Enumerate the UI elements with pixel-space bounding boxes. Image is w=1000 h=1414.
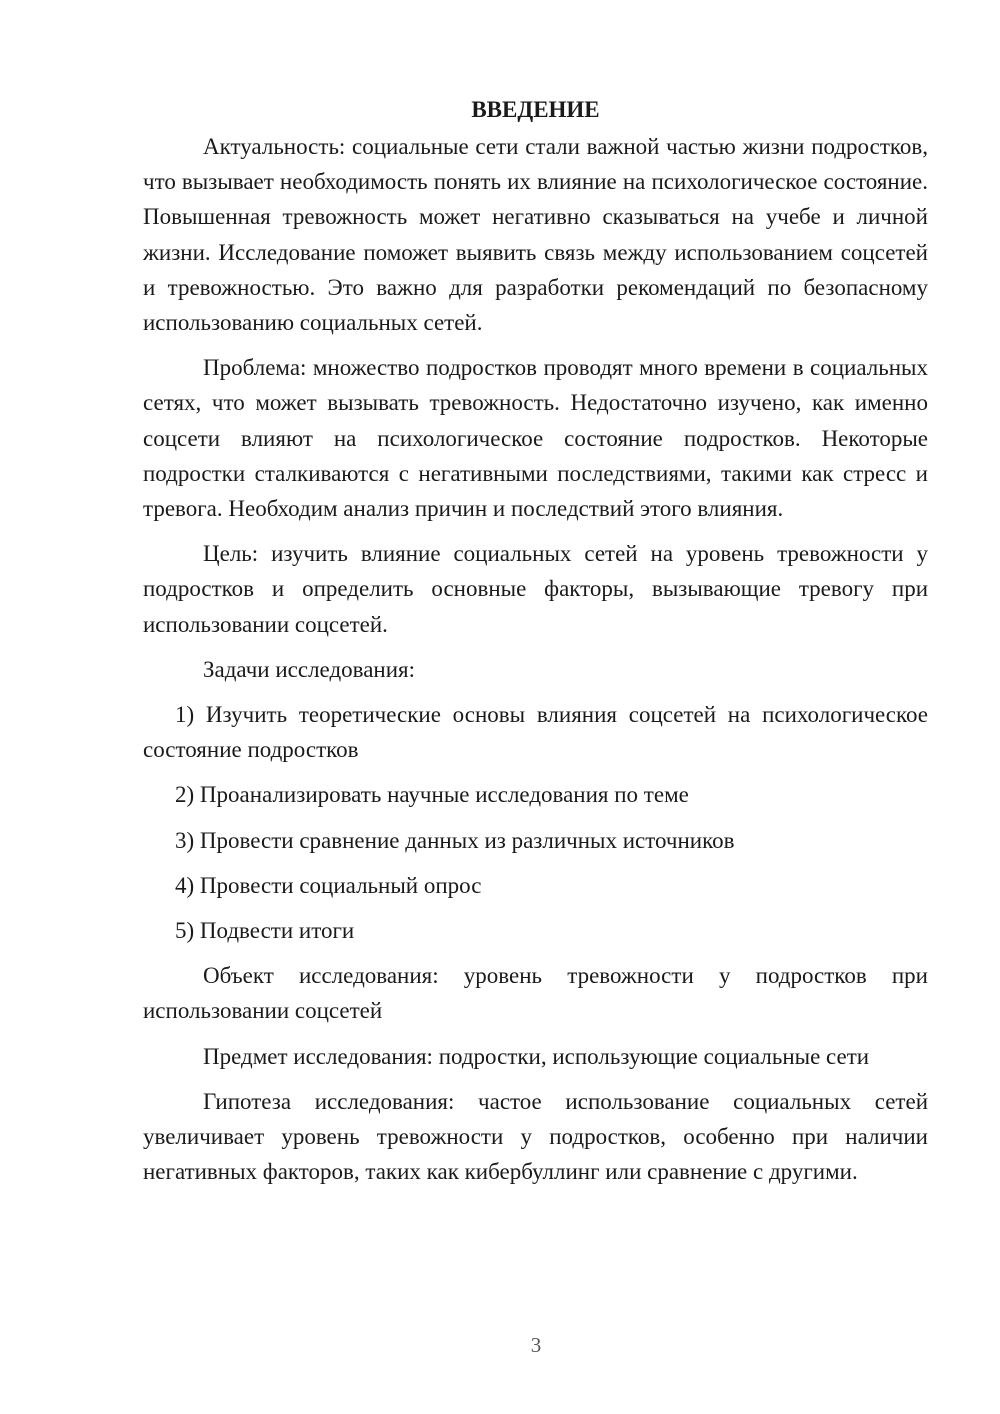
relevance-paragraph: Актуальность: социальные сети стали важной частью жизни подростков, что вызывает необходимость понять их влияние на психологическое состояние. Повышенная тревожность может негативно сказываться на учебе и личной жизни. Исследование поможет выявить связь между использованием соцсетей и тревожностью. Это важно для разработки рекомендаций по безопасному использованию социальных сетей. [143, 134, 928, 336]
task-item-1: 1) Изучить теоретические основы влияния соцсетей на психологическое состояние подростков [143, 702, 928, 763]
page-number: 3 [530, 1333, 542, 1357]
hypothesis-paragraph: Гипотеза исследования: частое использование социальных сетей увеличивает уровень тревожности у подростков, особенно при наличии негативных факторов, таких как кибербуллинг или сравнение с другими. [143, 1088, 928, 1185]
subject-paragraph: Предмет исследования: подростки, использующие социальные сети [203, 1043, 870, 1069]
task-item-3: 3) Провести сравнение данных из различных источников [175, 827, 735, 853]
goal-paragraph: Цель: изучить влияние социальных сетей на уровень тревожности у подростков и определить основные факторы, вызывающие тревогу при использовании соцсетей. [143, 541, 928, 637]
task-item-4: 4) Провести социальный опрос [175, 872, 482, 898]
document-page [143, 92, 928, 1199]
object-paragraph: Объект исследования: уровень тревожности у подростков при использовании соцсетей [143, 963, 928, 1024]
task-item-5: 5) Подвести итоги [175, 918, 355, 944]
task-item-2: 2) Проанализировать научные исследования по теме [175, 782, 689, 808]
tasks-heading: Задачи исследования: [203, 656, 416, 682]
section-title: ВВЕДЕНИЕ [471, 97, 600, 122]
problem-paragraph: Проблема: множество подростков проводят много времени в социальных сетях, что может вызывать тревожность. Недостаточно изучено, как именно соцсети влияют на психологическое состояние подростков. Некоторые подростки сталкиваются с негативными последствиями, такими как стресс и тревога. Необходим анализ причин и последствий этого влияния. [143, 355, 928, 522]
